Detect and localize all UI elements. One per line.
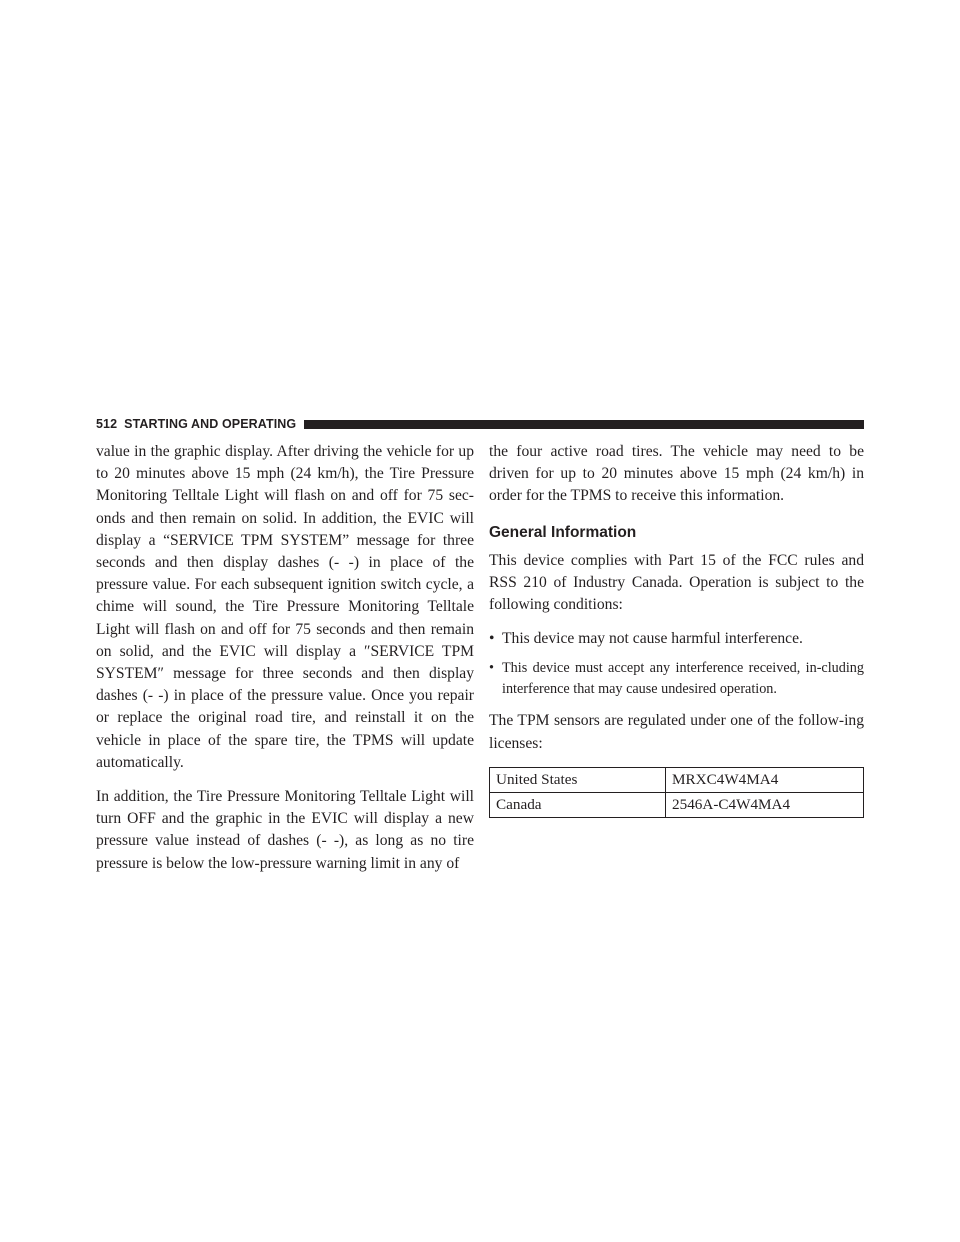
compliance-paragraph: This device complies with Part 15 of the FCC rules and RSS 210 of Industry Canada. Operation is subject to the following conditions:: [489, 551, 864, 614]
continuation-paragraph: the four active road tires. The vehicle may need to be driven for up to 20 minutes above 15 mph (24 km/h) in order for the TPMS to receive this information.: [489, 443, 864, 505]
bullet-icon: •: [489, 660, 494, 677]
body-paragraph: value in the graphic display. After driving the vehicle for up to 20 minutes above 15 mph (24 km/h), the Tire Pressure Monitoring Telltale Light will flash on and off for 75 sec-onds and then remain on solid. In addition, the EVIC will display a “SERVICE TPM SYSTEM” message for three seconds and then display dashes (- -) in place of the pressure value. For each subsequent ignition switch cycle, a chime will sound, the Tire Pressure Monitoring Telltale Light will flash on and off for 75 seconds and then remain on solid, and the EVIC will display a ″SERVICE TPM SYSTEM″ message for three seconds and then display dashes (- -) in place of the pressure value. Once you repair or replace the original road tire, and reinstall it on the vehicle in place of the spare tire, the TPMS will update automatically.: [96, 443, 474, 771]
sensors-paragraph: The TPM sensors are regulated under one of the follow-ing licenses:: [489, 712, 864, 752]
page-header: [96, 417, 864, 431]
left-column: [96, 441, 474, 887]
table-row: [490, 767, 864, 792]
list-item-text: This device may not cause harmful interference.: [502, 630, 803, 648]
license-code-cell: 2546A-C4W4MA4: [666, 792, 864, 817]
section-title: STARTING AND OPERATING: [124, 417, 297, 431]
list-item-text: This device must accept any interference received, in-cluding interference that may cause undesired operation.: [502, 660, 864, 698]
section-heading: General Information: [489, 523, 637, 541]
header-rule: [304, 420, 864, 429]
list-item: [489, 658, 864, 700]
bullet-icon: •: [489, 630, 495, 648]
country-cell: United States: [490, 767, 666, 792]
conditions-list: [489, 628, 864, 700]
country-cell: Canada: [490, 792, 666, 817]
licenses-table: [489, 767, 864, 818]
license-code-cell: MRXC4W4MA4: [666, 767, 864, 792]
table-row: [490, 792, 864, 817]
right-column: [489, 441, 864, 818]
page-number: 512: [96, 417, 118, 431]
body-paragraph: In addition, the Tire Pressure Monitoring Telltale Light will turn OFF and the graphic in the EVIC will display a new pressure value instead of dashes (- -), as long as no tire pressure is below the low-pressure warning limit in any of: [96, 788, 474, 872]
list-item: [489, 628, 864, 650]
